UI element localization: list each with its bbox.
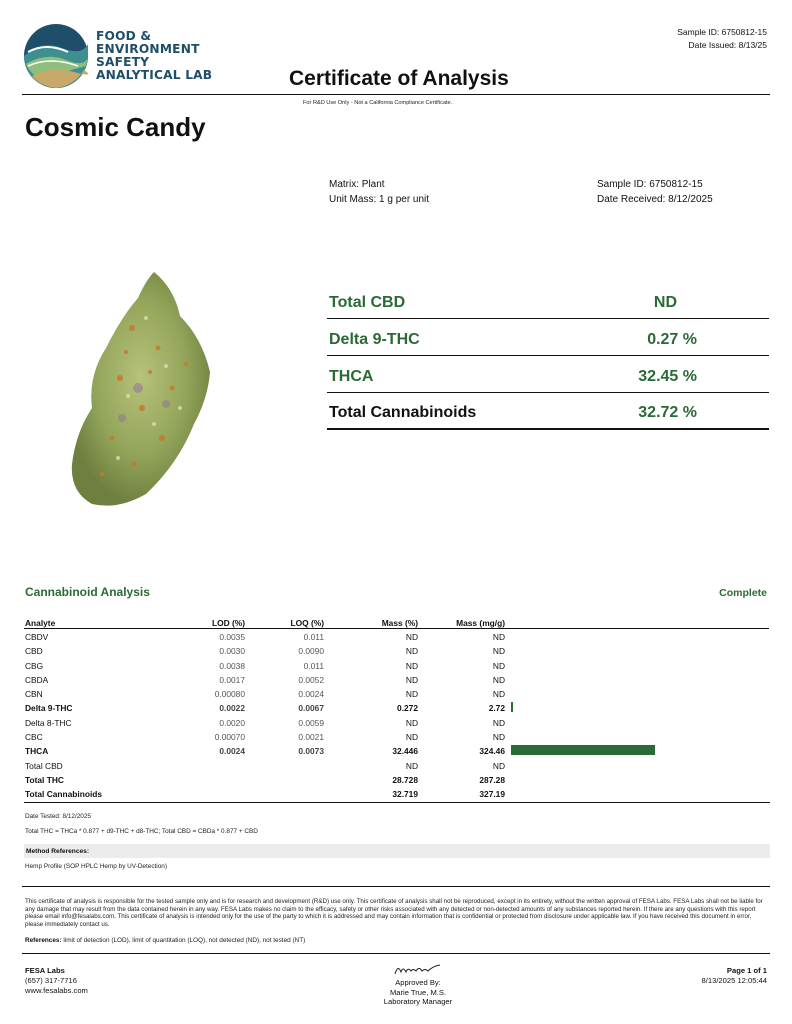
mass-percent-cell: 0.272	[397, 703, 418, 714]
logo-line: SAFETY	[96, 55, 150, 69]
summary-label: Total CBD	[329, 294, 406, 311]
summary-label: Total Cannabinoids	[329, 404, 477, 421]
logo-line: ANALYTICAL LAB	[96, 68, 213, 82]
method-references-header	[24, 844, 770, 858]
status-badge: Complete	[719, 587, 767, 599]
approval-block	[343, 962, 493, 1007]
mass-percent-cell: ND	[405, 674, 418, 685]
method-reference: Hemp Profile (SOP HPLC Hemp by UV-Detection)	[25, 863, 167, 870]
mass-percent-cell: ND	[405, 660, 418, 671]
mass-mg-cell: 2.72	[488, 703, 505, 714]
lod-cell: 0.0030	[219, 646, 245, 657]
analyte-cell: Delta 8-THC	[25, 717, 72, 728]
approved-by-label: Approved By:	[395, 978, 441, 987]
legal-divider	[22, 886, 770, 887]
product-meta-right	[597, 178, 713, 207]
loq-cell: 0.0073	[298, 746, 324, 757]
summary-value: 32.72 %	[638, 404, 697, 421]
column-header: LOD (%)	[211, 618, 245, 628]
column-header: Mass (mg/g)	[456, 618, 505, 628]
loq-cell: 0.011	[303, 632, 324, 642]
mass-percent-cell: ND	[405, 689, 418, 700]
analyte-cell: CBDA	[25, 674, 49, 685]
method-references-title: Method References:	[26, 848, 90, 855]
matrix: Matrix: Plant	[329, 179, 385, 190]
lab-phone: (657) 317-7716	[25, 976, 77, 985]
analyte-cell: Delta 9-THC	[25, 703, 73, 714]
product-meta-left	[329, 178, 429, 207]
logo-emblem-icon	[22, 22, 90, 90]
summary-row	[327, 319, 769, 356]
mass-mg-cell: ND	[492, 760, 505, 771]
mass-percent-cell: 32.446	[392, 746, 418, 757]
table-header	[24, 615, 769, 629]
analyte-cell: Total CBD	[25, 760, 63, 771]
lod-cell: 0.0017	[219, 674, 245, 685]
loq-cell: 0.0024	[298, 689, 324, 700]
mass-percent-cell: 28.728	[392, 774, 418, 785]
column-header: LOQ (%)	[290, 618, 324, 628]
lab-logo	[22, 22, 222, 92]
lod-cell: 0.0038	[219, 660, 245, 671]
mass-mg-cell: 287.28	[479, 774, 505, 785]
sample-id: Sample ID: 6750812-15	[597, 179, 703, 190]
section-title: Cannabinoid Analysis	[25, 585, 150, 599]
mass-percent-cell: ND	[405, 717, 418, 728]
report-timestamp: 8/13/2025 12:05:44	[701, 976, 767, 985]
summary-row	[327, 282, 769, 319]
loq-cell: 0.0021	[298, 732, 324, 743]
table-row	[24, 672, 769, 686]
header-divider	[22, 94, 770, 95]
mass-mg-cell: ND	[492, 632, 505, 642]
table-row	[24, 758, 769, 772]
potency-summary	[327, 282, 769, 430]
loq-cell: 0.011	[303, 660, 324, 671]
header-meta	[677, 26, 767, 52]
header-date-issued: Date Issued: 8/13/25	[688, 40, 767, 50]
mass-mg-cell: ND	[492, 674, 505, 685]
loq-cell: 0.0059	[298, 717, 324, 728]
analyte-cell: CBD	[25, 646, 43, 657]
table-row	[24, 629, 769, 643]
table-row	[24, 743, 769, 757]
page-number: Page 1 of 1	[726, 966, 767, 975]
date-tested: Date Tested: 8/12/2025	[25, 813, 91, 820]
analyte-cell: CBN	[25, 689, 43, 700]
table-row	[24, 643, 769, 657]
summary-label: Delta 9-THC	[329, 331, 420, 348]
mass-mg-cell: ND	[492, 660, 505, 671]
analyte-cell: CBG	[25, 660, 44, 671]
unit-mass: Unit Mass: 1 g per unit	[329, 193, 430, 205]
summary-value: ND	[653, 294, 677, 311]
analyte-cell: CBC	[25, 732, 43, 743]
approver-name: Marie True, M.S.	[389, 987, 447, 997]
lod-cell: 0.0022	[219, 703, 245, 714]
analyte-cell: CBDV	[25, 632, 49, 642]
cannabinoid-table	[24, 615, 769, 801]
references-text: limit of detection (LOD), limit of quantitation (LOQ), not detected (ND), not tested (NT)	[61, 937, 306, 944]
mass-mg-cell: 327.19	[479, 789, 505, 800]
mass-mg-cell: ND	[492, 646, 505, 657]
lod-cell: 0.00070	[214, 732, 245, 743]
logo-line: FOOD &	[96, 29, 152, 43]
references	[25, 937, 305, 944]
table-row	[24, 772, 769, 786]
date-received: Date Received: 8/12/2025	[597, 193, 713, 205]
footer-divider	[22, 953, 770, 954]
mass-percent-cell: ND	[405, 632, 418, 642]
analyte-cell: Total Cannabinoids	[25, 789, 103, 800]
lod-cell: 0.0020	[219, 717, 245, 728]
lab-website: www.fesalabs.com	[25, 986, 88, 995]
cannabis-bud-photo	[62, 268, 222, 513]
mass-mg-cell: ND	[492, 732, 505, 743]
lab-name: FESA Labs	[25, 966, 65, 975]
logo-line: ENVIRONMENT	[96, 42, 200, 56]
table-body	[24, 629, 769, 801]
loq-cell: 0.0052	[298, 674, 324, 685]
mass-mg-cell: ND	[492, 717, 505, 728]
loq-cell: 0.0067	[298, 703, 324, 714]
summary-value: 32.45 %	[638, 368, 697, 385]
column-header: Analyte	[25, 618, 56, 628]
summary-value: 0.27 %	[647, 331, 697, 348]
table-row	[24, 786, 769, 800]
product-name: Cosmic Candy	[25, 112, 206, 142]
approver-title: Laboratory Manager	[383, 997, 453, 1006]
table-row	[24, 658, 769, 672]
mass-bar	[511, 745, 655, 755]
table-row	[24, 729, 769, 743]
logo-wordmark	[96, 30, 212, 82]
mass-percent-cell: ND	[405, 732, 418, 743]
loq-cell: 0.0090	[298, 646, 324, 657]
header-sample-id: Sample ID: 6750812-15	[677, 27, 767, 37]
lod-cell: 0.0024	[219, 746, 245, 757]
mass-percent-cell: 32.719	[392, 789, 418, 800]
summary-label: THCA	[329, 368, 374, 385]
mass-bar	[511, 702, 513, 712]
analyte-cell: THCA	[25, 746, 49, 757]
summary-row	[327, 393, 769, 430]
mass-percent-cell: ND	[405, 760, 418, 771]
mass-mg-cell: 324.46	[479, 746, 505, 757]
table-row	[24, 686, 769, 700]
table-row	[24, 715, 769, 729]
lod-cell: 0.00080	[214, 689, 245, 700]
mass-mg-cell: ND	[492, 689, 505, 700]
column-header: Mass (%)	[381, 618, 418, 628]
table-row	[24, 700, 769, 714]
signature-icon	[393, 962, 443, 976]
footer-page-info	[702, 966, 767, 986]
mass-percent-cell: ND	[405, 646, 418, 657]
references-label: References:	[25, 937, 62, 944]
table-bottom-rule	[24, 802, 770, 803]
lod-cell: 0.0035	[219, 632, 245, 642]
footer-lab-info	[25, 966, 88, 996]
disclaimer: For R&D Use Only - Not a California Compliance Certificate.	[303, 100, 453, 106]
total-formula: Total THC = THCa * 0.877 + d9-THC + d8-THC; Total CBD = CBDa * 0.877 + CBD	[25, 828, 258, 835]
analyte-cell: Total THC	[25, 774, 64, 785]
summary-row	[327, 356, 769, 393]
legal-disclaimer: This certificate of analysis is responsible for the tested sample only and is for research and development (R&D) use only. This certificate of analysis shall not be reproduced, except in its entirety, without the written approval of FESA Labs. FESA Labs shall not be liable for any damage that may result from the data contained herein in any way. FESA Labs makes no claim to the efficacy, safety or other risks associated with any detected or non-detected amounts of any substances reported herein. If there are any questions with this report please email info@fesalabs.com. This certificate of analysis is intended only for the use of the party to which it is addressed and may contain information that is confidential or protected from disclosure under applicable law. If you have received this document in error, please immediately contact us.	[25, 898, 763, 928]
document-title: Certificate of Analysis	[289, 67, 509, 90]
